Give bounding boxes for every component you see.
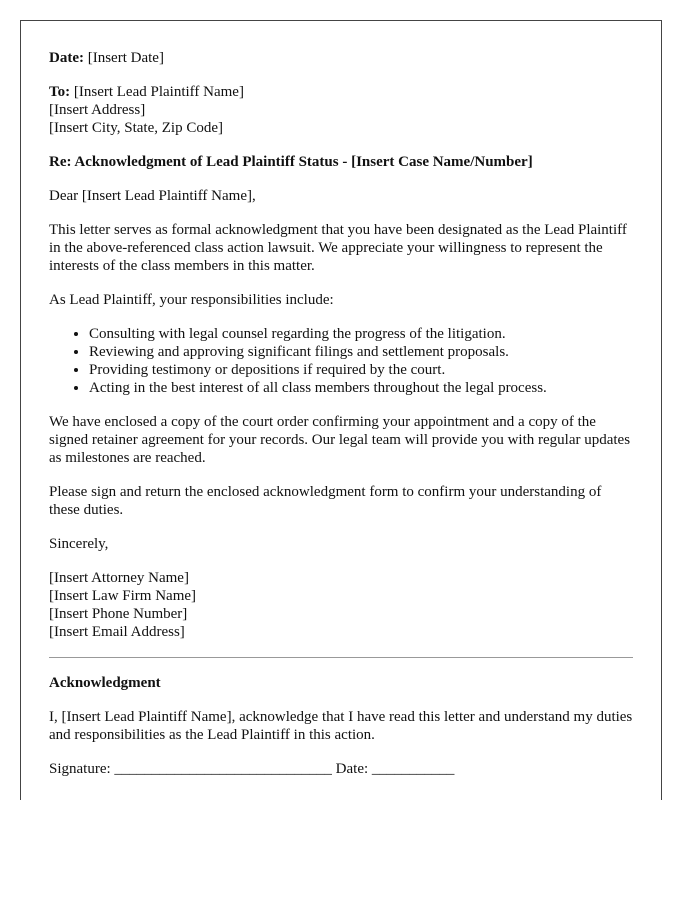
- acknowledgment-title-text: Acknowledgment: [49, 675, 161, 691]
- email-address: [Insert Email Address]: [49, 624, 185, 640]
- law-firm-name: [Insert Law Firm Name]: [49, 588, 197, 604]
- subject-text: Re: Acknowledgment of Lead Plaintiff Status - [Insert Case Name/Number]: [49, 154, 533, 170]
- list-item: • Providing testimony or depositions if required by the court.: [89, 361, 633, 379]
- valediction: Sincerely,: [49, 536, 109, 552]
- responsibilities-list: [49, 325, 633, 397]
- signature-field[interactable]: _____________________________: [114, 761, 332, 777]
- ack-date-label: Date:: [335, 761, 369, 777]
- letter-page: [20, 20, 662, 800]
- responsibilities-intro: As Lead Plaintiff, your responsibilities include:: [49, 292, 334, 308]
- subject-line: [49, 153, 633, 171]
- list-item: • Consulting with legal counsel regarding the progress of the litigation.: [89, 325, 633, 343]
- phone-number: [Insert Phone Number]: [49, 606, 188, 622]
- date-label: Date:: [49, 50, 84, 66]
- recipient-name: [Insert Lead Plaintiff Name]: [73, 84, 244, 100]
- recipient-city: [Insert City, State, Zip Code]: [49, 120, 223, 136]
- recipient-block: [49, 83, 633, 137]
- acknowledgment-statement: I, [Insert Lead Plaintiff Name], acknowledge that I have read this letter and understand my duties and responsibilities as the Lead Plaintiff in this action.: [49, 709, 633, 743]
- date-line: [49, 49, 633, 67]
- ack-date-field[interactable]: ___________: [371, 761, 455, 777]
- signature-block: [49, 569, 633, 641]
- date-value: [Insert Date]: [87, 50, 164, 66]
- intro-paragraph: This letter serves as formal acknowledgment that you have been designated as the Lead Plaintiff in the above-referenced class action lawsuit. We appreciate your willingness to represent the interests of the class members in this matter.: [49, 222, 627, 274]
- list-item: • Reviewing and approving significant filings and settlement proposals.: [89, 343, 633, 361]
- request-paragraph: Please sign and return the enclosed acknowledgment form to confirm your understanding of these duties.: [49, 484, 602, 518]
- enclosures-paragraph: We have enclosed a copy of the court order confirming your appointment and a copy of the signed retainer agreement for your records. Our legal team will provide you with regular updates as milestones are reached.: [49, 414, 631, 466]
- list-item: • Acting in the best interest of all class members throughout the legal process.: [89, 379, 633, 397]
- attorney-name: [Insert Attorney Name]: [49, 570, 189, 586]
- recipient-address: [Insert Address]: [49, 102, 146, 118]
- acknowledgment-title: [49, 674, 633, 692]
- signature-label: Signature:: [49, 761, 111, 777]
- signature-line: [49, 760, 633, 778]
- salutation: Dear [Insert Lead Plaintiff Name],: [49, 188, 256, 204]
- divider: [49, 657, 633, 658]
- to-label: To:: [49, 84, 71, 100]
